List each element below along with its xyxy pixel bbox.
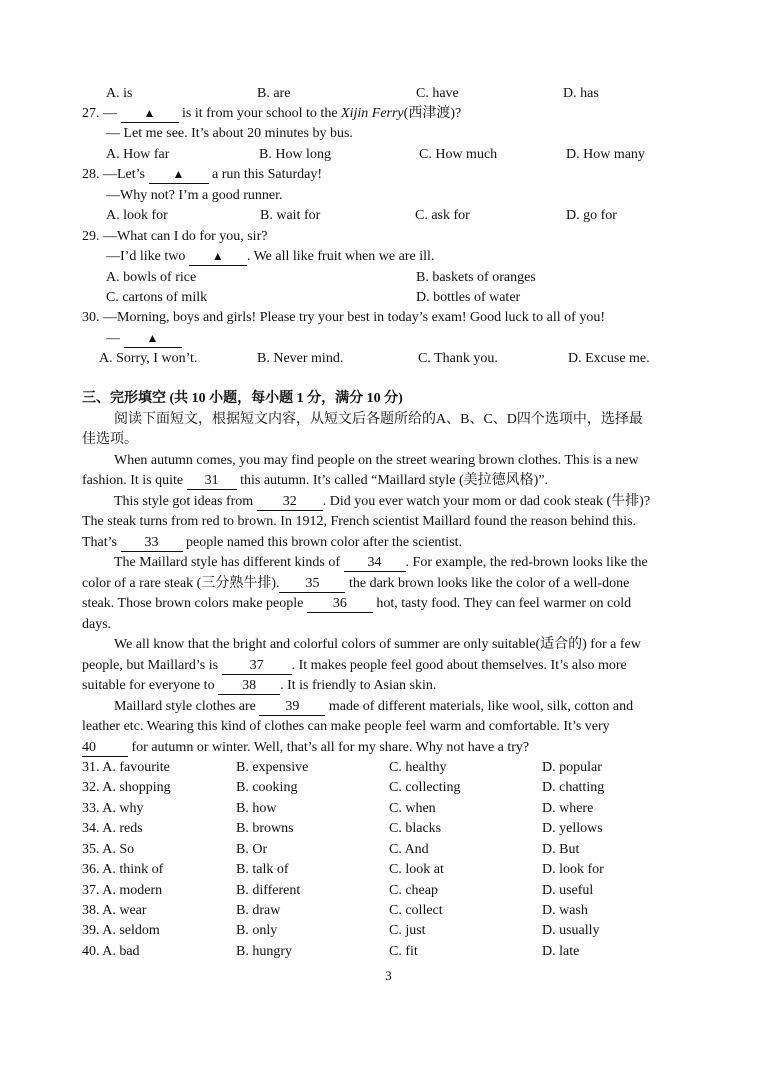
passage-line bbox=[82, 738, 529, 758]
text: This style got ideas from bbox=[114, 494, 257, 509]
blank-40: 40 bbox=[82, 740, 128, 757]
choice-b: B. cooking bbox=[236, 780, 298, 795]
q28-question bbox=[82, 165, 322, 185]
passage-line: leather etc. Wearing this kind of clothes can make people feel warm and comfortable. It’s very bbox=[82, 719, 610, 734]
q26-option-c: C. have bbox=[416, 86, 459, 101]
choice-c: C. just bbox=[389, 923, 426, 938]
choice-d: D. popular bbox=[542, 760, 602, 775]
choice-d: D. useful bbox=[542, 883, 594, 898]
text: The Maillard style has different kinds of bbox=[114, 555, 344, 570]
passage-line bbox=[82, 656, 627, 676]
choice-d: D. yellows bbox=[542, 821, 603, 836]
q28-option-b: B. wait for bbox=[260, 208, 321, 223]
q30-option-d: D. Excuse me. bbox=[568, 351, 650, 366]
answer-row bbox=[82, 840, 702, 860]
q30-pre: — bbox=[106, 331, 124, 346]
q29-line2 bbox=[106, 247, 434, 267]
choice-c: C. healthy bbox=[389, 760, 447, 775]
q28-option-d: D. go for bbox=[566, 208, 617, 223]
section-instruction: 阅读下面短文，根据短文内容，从短文后各题所给的A、B、C、D四个选项中，选择最 bbox=[114, 412, 643, 427]
passage-line: When autumn comes, you may find people on the street wearing brown clothes. This is a new bbox=[114, 453, 639, 468]
q30-blank bbox=[124, 330, 182, 348]
choice-a: 37. A. modern bbox=[82, 883, 163, 898]
answer-row bbox=[82, 881, 702, 901]
q27-option-b: B. How long bbox=[259, 147, 331, 162]
choice-d: D. late bbox=[542, 944, 580, 959]
passage-line bbox=[82, 471, 548, 491]
q27-place: Xijin Ferry bbox=[341, 106, 404, 121]
choice-a: 38. A. wear bbox=[82, 903, 147, 918]
answer-row bbox=[82, 819, 702, 839]
q29-option-c: C. cartons of milk bbox=[106, 290, 208, 305]
q30-option-c: C. Thank you. bbox=[418, 351, 498, 366]
choice-a: 39. A. seldom bbox=[82, 923, 160, 938]
choice-c: C. look at bbox=[389, 862, 444, 877]
q27-blank bbox=[121, 105, 179, 123]
choice-c: C. collecting bbox=[389, 780, 461, 795]
text: people, but Maillard’s is bbox=[82, 658, 222, 673]
answer-row bbox=[82, 901, 702, 921]
text: color of a rare steak (三分熟牛排). bbox=[82, 576, 280, 591]
section-title: 三、完形填空 (共 10 小题，每小题 1 分，满分 10 分) bbox=[82, 391, 403, 406]
q29-option-d: D. bottles of water bbox=[416, 290, 521, 305]
text: made of different materials, like wool, silk, cotton and bbox=[325, 699, 634, 714]
choice-a: 36. A. think of bbox=[82, 862, 164, 877]
choice-b: B. expensive bbox=[236, 760, 309, 775]
choice-b: B. talk of bbox=[236, 862, 289, 877]
passage-line bbox=[82, 533, 462, 553]
q28-reply: —Why not? I’m a good runner. bbox=[106, 188, 283, 203]
choice-c: C. blacks bbox=[389, 821, 442, 836]
choice-d: D. But bbox=[542, 842, 580, 857]
text: for autumn or winter. Well, that’s all for my share. Why not have a try? bbox=[128, 740, 530, 755]
text: Maillard style clothes are bbox=[114, 699, 260, 714]
choice-d: D. usually bbox=[542, 923, 600, 938]
choice-b: B. browns bbox=[236, 821, 294, 836]
q29-pre: —I’d like two bbox=[106, 249, 189, 264]
answer-row bbox=[82, 778, 702, 798]
q29-blank bbox=[189, 248, 247, 266]
choice-d: D. look for bbox=[542, 862, 604, 877]
answer-row bbox=[82, 942, 702, 962]
choice-d: D. wash bbox=[542, 903, 588, 918]
passage-line: The steak turns from red to brown. In 1912, French scientist Maillard found the reason behind this. bbox=[82, 514, 637, 529]
choice-c: C. collect bbox=[389, 903, 443, 918]
q27-option-a: A. How far bbox=[106, 147, 170, 162]
q30-question: 30. —Morning, boys and girls! Please try your best in today’s exam! Good luck to all of you! bbox=[82, 310, 605, 325]
blank-35: 35 bbox=[279, 576, 345, 593]
text: hot, tasty food. They can feel warmer on cold bbox=[372, 596, 632, 611]
passage-line: days. bbox=[82, 617, 112, 632]
blank-triangle: ▲ bbox=[211, 249, 224, 263]
choice-d: D. where bbox=[542, 801, 594, 816]
choice-a: 40. A. bad bbox=[82, 944, 140, 959]
text: . It is friendly to Asian skin. bbox=[280, 678, 437, 693]
q28-option-c: C. ask for bbox=[415, 208, 470, 223]
q28-blank bbox=[149, 166, 209, 184]
q29-option-a: A. bowls of rice bbox=[106, 270, 197, 285]
answer-row bbox=[82, 799, 702, 819]
q27-number: 27. — bbox=[82, 106, 117, 121]
blank-triangle: ▲ bbox=[143, 106, 156, 120]
blank-36: 36 bbox=[307, 596, 373, 613]
q27-place-cn: (西津渡)? bbox=[403, 106, 462, 121]
text: That’s bbox=[82, 535, 121, 550]
q26-option-b: B. are bbox=[257, 86, 291, 101]
choice-a: 35. A. So bbox=[82, 842, 135, 857]
choice-b: B. draw bbox=[236, 903, 281, 918]
text: . For example, the red-brown looks like the bbox=[405, 555, 648, 570]
q29-post: . We all like fruit when we are ill. bbox=[246, 249, 435, 264]
blank-37: 37 bbox=[222, 658, 292, 675]
choice-c: C. when bbox=[389, 801, 436, 816]
text: fashion. It is quite bbox=[82, 473, 187, 488]
q28-pre: 28. —Let’s bbox=[82, 167, 149, 182]
q26-option-d: D. has bbox=[563, 86, 599, 101]
choice-a: 31. A. favourite bbox=[82, 760, 170, 775]
passage-line bbox=[114, 553, 648, 573]
passage-line bbox=[114, 697, 633, 717]
choice-d: D. chatting bbox=[542, 780, 605, 795]
q30-line2 bbox=[106, 329, 182, 349]
q27-option-c: C. How much bbox=[419, 147, 498, 162]
choice-b: B. different bbox=[236, 883, 301, 898]
blank-triangle: ▲ bbox=[172, 167, 185, 181]
answer-row bbox=[82, 860, 702, 880]
choice-a: 34. A. reds bbox=[82, 821, 143, 836]
choice-a: 33. A. why bbox=[82, 801, 144, 816]
text: . It makes people feel good about themselves. It’s also more bbox=[291, 658, 627, 673]
passage-line: We all know that the bright and colorful colors of summer are only suitable(适合的) for a few bbox=[114, 637, 641, 652]
text: steak. Those brown colors make people bbox=[82, 596, 307, 611]
choice-a: 32. A. shopping bbox=[82, 780, 171, 795]
text: the dark brown looks like the color of a well-done bbox=[345, 576, 630, 591]
choice-c: C. And bbox=[389, 842, 429, 857]
q30-option-a: A. Sorry, I won’t. bbox=[99, 351, 198, 366]
blank-38: 38 bbox=[218, 678, 280, 695]
q27-reply: — Let me see. It’s about 20 minutes by bus. bbox=[106, 126, 353, 141]
choice-b: B. only bbox=[236, 923, 278, 938]
blank-triangle: ▲ bbox=[146, 331, 159, 345]
answer-row bbox=[82, 758, 702, 778]
blank-31: 31 bbox=[187, 473, 237, 490]
choice-c: C. cheap bbox=[389, 883, 438, 898]
passage-line bbox=[82, 676, 436, 696]
q28-option-a: A. look for bbox=[106, 208, 168, 223]
q27-text: is it from your school to the bbox=[178, 106, 342, 121]
answer-row bbox=[82, 921, 702, 941]
q30-option-b: B. Never mind. bbox=[257, 351, 344, 366]
passage-line bbox=[82, 594, 631, 614]
text: suitable for everyone to bbox=[82, 678, 219, 693]
choice-c: C. fit bbox=[389, 944, 418, 959]
text: this autumn. It’s called “Maillard style (美拉德风格)”. bbox=[236, 473, 549, 488]
section-instruction-cont: 佳选项。 bbox=[82, 432, 138, 447]
choice-b: B. hungry bbox=[236, 944, 292, 959]
q26-option-a: A. is bbox=[106, 86, 133, 101]
blank-39: 39 bbox=[259, 699, 325, 716]
passage-line bbox=[114, 492, 650, 512]
blank-34: 34 bbox=[344, 555, 406, 572]
q29-option-b: B. baskets of oranges bbox=[416, 270, 536, 285]
text: . Did you ever watch your mom or dad cook steak (牛排)? bbox=[322, 494, 651, 509]
q27-option-d: D. How many bbox=[566, 147, 645, 162]
q28-post: a run this Saturday! bbox=[208, 167, 323, 182]
choice-b: B. Or bbox=[236, 842, 268, 857]
page-number: 3 bbox=[385, 968, 392, 983]
choice-b: B. how bbox=[236, 801, 277, 816]
blank-33: 33 bbox=[121, 535, 183, 552]
passage-line bbox=[82, 574, 629, 594]
q27-question bbox=[82, 104, 461, 124]
blank-32: 32 bbox=[257, 494, 323, 511]
q29-question: 29. —What can I do for you, sir? bbox=[82, 229, 268, 244]
text: people named this brown color after the scientist. bbox=[182, 535, 463, 550]
